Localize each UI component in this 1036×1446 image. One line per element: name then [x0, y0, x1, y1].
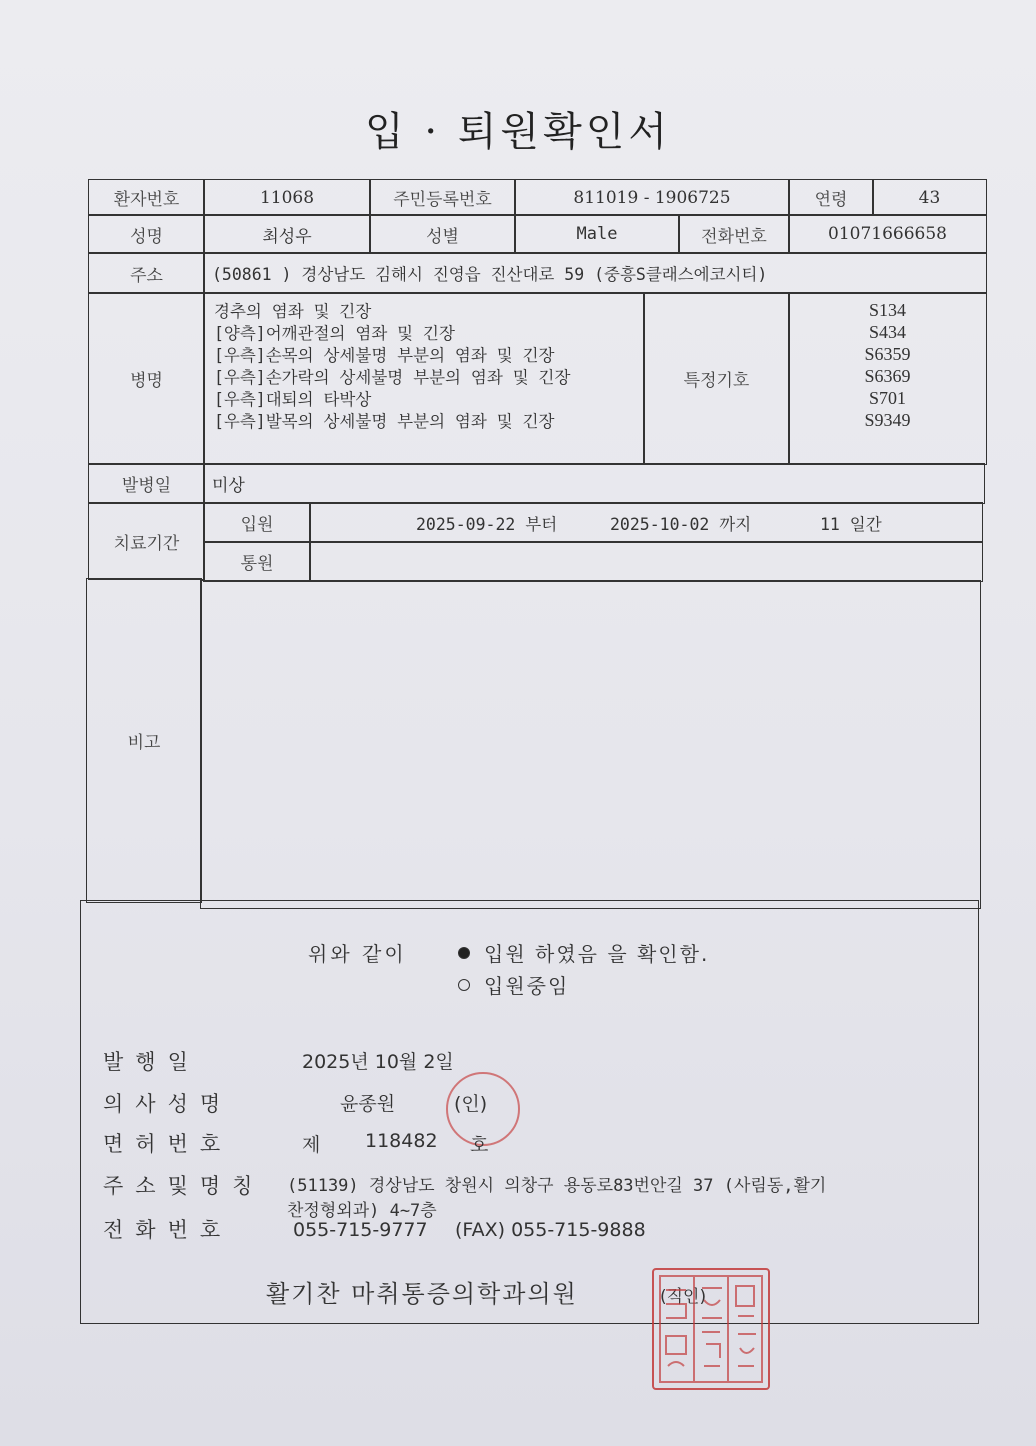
address-value: (50861 ) 경상남도 김해시 진영읍 진산대로 59 (중흥S클래스에코시티) — [203, 252, 987, 294]
clinic-seal-note: (직인) — [660, 1287, 707, 1307]
diagnosis-item: [우측]발목의 상세불명 부분의 염좌 및 긴장 — [214, 412, 555, 431]
name-label: 성명 — [88, 214, 205, 254]
clinic-phone-label: 전화번호 — [103, 1218, 233, 1242]
clinic-address-line2: 찬정형외과) 4~7층 — [287, 1201, 437, 1221]
issue-date-value: 2025년 10월 2일 — [302, 1051, 454, 1073]
resident-no-label: 주민등록번호 — [369, 179, 516, 216]
seal-mark-label: (인) — [454, 1093, 488, 1115]
license-suffix: 호 — [470, 1134, 489, 1156]
special-code-list — [788, 292, 987, 465]
outpatient-label: 통원 — [203, 541, 311, 582]
resident-no-value: 811019 - 1906725 — [514, 179, 790, 216]
clinic-address-line1: (51139) 경상남도 창원시 의창구 용동로83번안길 37 (사림동,활기 — [287, 1176, 827, 1196]
license-prefix: 제 — [302, 1134, 321, 1156]
diagnosis-item: [우측]손가락의 상세불명 부분의 염좌 및 긴장 — [214, 368, 571, 387]
clinic-seal — [652, 1268, 770, 1390]
patient-no-label: 환자번호 — [88, 179, 205, 216]
name-value: 최성우 — [203, 214, 371, 254]
code-item: S434 — [868, 322, 906, 342]
diagnosis-item: [우측]손목의 상세불명 부분의 염좌 및 긴장 — [214, 346, 555, 365]
issue-date-label: 발행일 — [103, 1050, 200, 1074]
diagnosis-label: 병명 — [88, 292, 205, 465]
code-item: S134 — [868, 300, 906, 320]
radio-filled-icon — [458, 947, 470, 959]
confirm-prefix: 위와 같이 — [308, 942, 407, 966]
inpatient-from: 2025-09-22 부터 — [416, 514, 558, 534]
phone-value: 01071666658 — [788, 214, 987, 254]
sex-label: 성별 — [369, 214, 516, 254]
code-item: S9349 — [864, 410, 911, 430]
inpatient-label: 입원 — [203, 502, 311, 543]
clinic-phone-value: 055-715-9777 — [293, 1219, 428, 1241]
age-value: 43 — [872, 179, 987, 216]
inpatient-period — [309, 502, 983, 543]
diagnosis-list — [203, 292, 645, 465]
code-item: S701 — [868, 388, 906, 408]
sex-value: Male — [514, 214, 680, 254]
outpatient-period — [309, 541, 983, 582]
inpatient-to: 2025-10-02 까지 — [610, 514, 752, 534]
remarks-label: 비고 — [86, 578, 202, 903]
diagnosis-item: [우측]대퇴의 타박상 — [214, 390, 372, 409]
code-item: S6369 — [864, 366, 911, 386]
onset-label: 발병일 — [88, 463, 205, 504]
clinic-fax-value: (FAX) 055-715-9888 — [455, 1219, 646, 1241]
clinic-seal-pattern-icon — [654, 1270, 768, 1388]
option-admitted — [458, 938, 709, 967]
diagnosis-item: 경추의 염좌 및 긴장 — [214, 302, 372, 321]
document-title: 입 · 퇴원확인서 — [365, 109, 671, 155]
option-admitted-label: 입원 하였음 을 확인함. — [484, 942, 710, 966]
code-item: S6359 — [864, 344, 911, 364]
treatment-period-label: 치료기간 — [88, 502, 205, 580]
phone-label: 전화번호 — [678, 214, 790, 254]
patient-no-value: 11068 — [203, 179, 371, 216]
remarks-value — [200, 580, 981, 909]
option-inpatient — [458, 970, 569, 999]
diagnosis-item: [양측]어깨관절의 염좌 및 긴장 — [214, 324, 455, 343]
age-label: 연령 — [788, 179, 874, 216]
special-code-label: 특정기호 — [643, 292, 790, 465]
onset-value: 미상 — [203, 463, 985, 504]
doctor-name-value: 윤종원 — [340, 1093, 396, 1115]
license-label: 면허번호 — [103, 1132, 233, 1156]
inpatient-days: 11 일간 — [820, 514, 882, 534]
address-label: 주소 — [88, 252, 205, 294]
doctor-name-label: 의사성명 — [103, 1092, 233, 1116]
license-number: 118482 — [365, 1130, 438, 1152]
clinic-name: 활기찬 마취통증의학과의원 — [266, 1280, 578, 1308]
option-inpatient-label: 입원중임 — [484, 974, 570, 998]
clinic-address-label: 주소및명칭 — [103, 1174, 265, 1198]
radio-empty-icon — [458, 979, 470, 991]
